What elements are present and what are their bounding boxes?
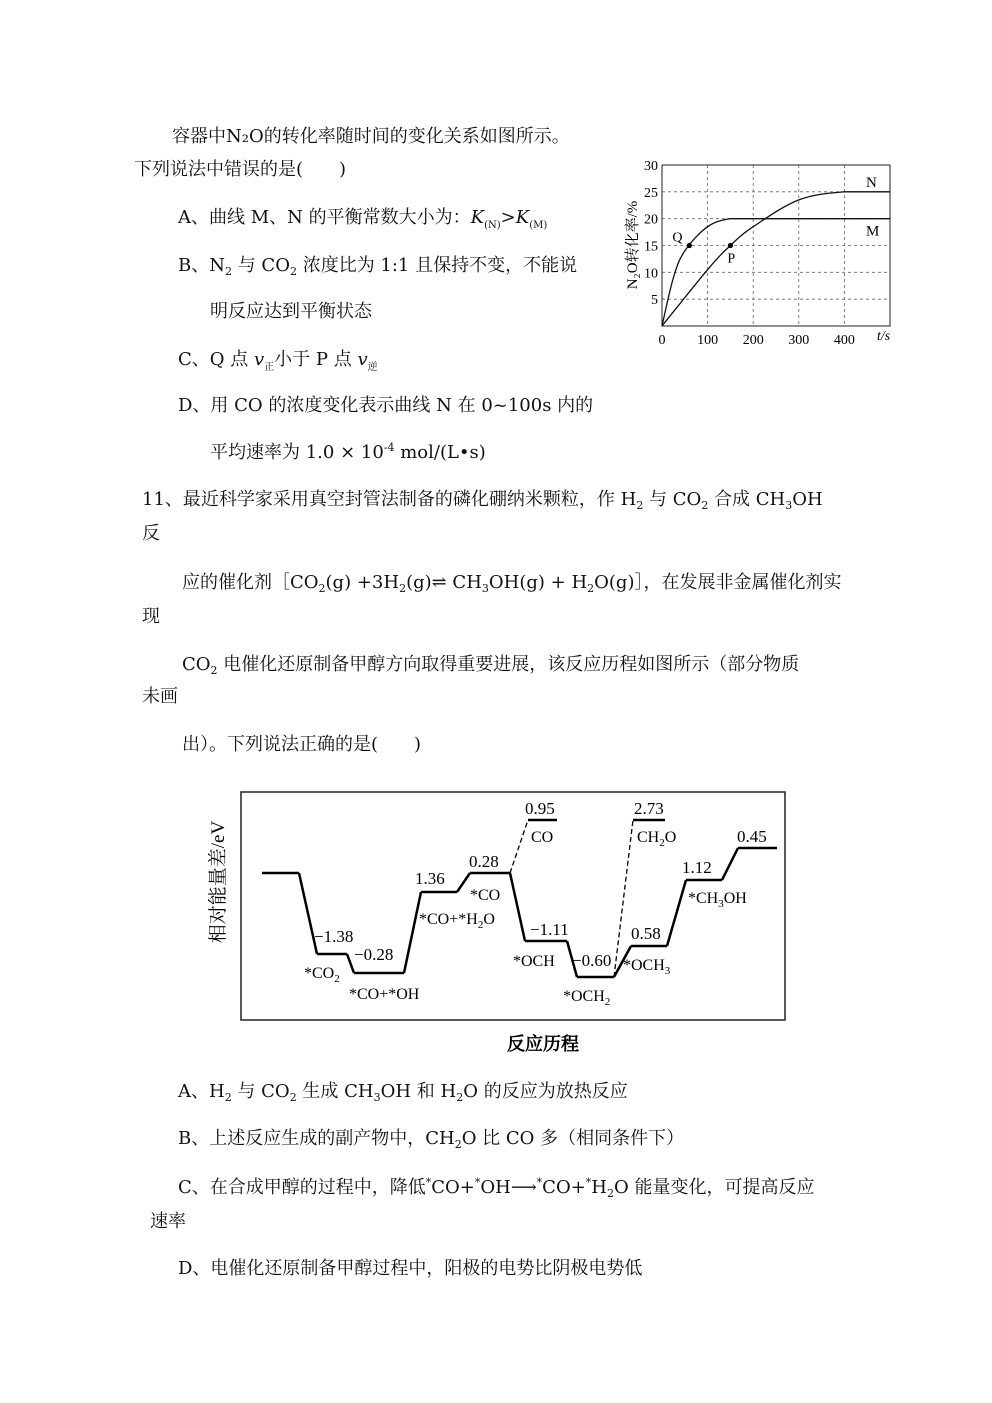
value-co2: −1.38: [314, 927, 354, 946]
x-tick-label: 200: [742, 333, 764, 348]
x-tick-label: 0: [658, 333, 666, 348]
q11-line3-wrap: 未画: [142, 686, 178, 707]
q11-line2: [182, 572, 841, 594]
x-tick-labels: [659, 333, 855, 348]
species-text: *CO: [304, 965, 335, 982]
x-axis-label: t/s: [877, 329, 891, 344]
species-co2: [304, 965, 340, 985]
value-och3: 0.58: [631, 924, 661, 943]
text: 应的催化剂［CO: [182, 572, 319, 593]
superscript: *: [474, 1176, 481, 1189]
text: OH: [792, 489, 823, 510]
species-ch2o-gas: [637, 829, 676, 849]
subscript: 3: [481, 582, 489, 595]
superscript: *: [585, 1176, 592, 1189]
q11-option-c: [178, 1177, 814, 1199]
text: B、上述反应生成的副产物中，CH: [178, 1128, 455, 1149]
q10-option-b-cont: 明反应达到平衡状态: [210, 301, 372, 322]
text: 平均速率为 1.0 × 10: [210, 442, 384, 463]
species-text: *OCH: [563, 988, 605, 1005]
text: OH(g) + H: [488, 572, 588, 593]
species-sub: 2: [659, 837, 665, 849]
text: (g)⇌ CH: [406, 572, 482, 593]
q10-option-c: [178, 349, 378, 371]
dashed-to-co: [510, 820, 528, 873]
value-co-h2o: 1.36: [415, 869, 445, 888]
value-och: −1.11: [530, 920, 569, 939]
species-sub: 3: [718, 898, 724, 910]
q11-question: 出）。下列说法正确的是( ): [182, 734, 422, 755]
y-tick-label: 20: [644, 212, 658, 228]
x-axis-label: 反应历程: [507, 1034, 579, 1054]
q10-option-a: [178, 207, 547, 229]
species-co: *CO: [470, 887, 501, 904]
species-sub: 2: [604, 996, 611, 1008]
k-symbol: K: [470, 207, 485, 228]
species-ch3oh: [688, 890, 747, 910]
subscript: 2: [224, 1091, 232, 1104]
species-co-gas: CO: [531, 829, 554, 846]
text: A、H: [178, 1081, 225, 1102]
subscript: 逆: [367, 362, 378, 373]
value-end: 0.45: [737, 827, 767, 846]
connector: [667, 880, 686, 946]
value-och2: −0.60: [572, 951, 612, 970]
point-label-Q: Q: [672, 230, 683, 246]
k-subscript: (M): [529, 220, 548, 231]
subscript: 2: [607, 1187, 614, 1200]
subscript: 2: [399, 582, 407, 595]
text: CO+: [542, 1177, 586, 1198]
dashed-to-ch2o: [614, 820, 633, 977]
point-P: [728, 243, 733, 248]
text: mol/(L•s): [394, 442, 486, 463]
q11-line1-wrap: 反: [142, 523, 160, 544]
subscript: 3: [785, 499, 793, 512]
subscript: 2: [318, 582, 326, 595]
q11-option-c-cont: 速率: [150, 1211, 186, 1232]
text: 生成 CH: [296, 1081, 374, 1102]
option-a-text: A、曲线 M、N 的平衡常数大小为：: [178, 207, 471, 228]
q11-option-b: [178, 1128, 684, 1150]
y-tick-label: 5: [651, 293, 658, 309]
energy-profile-diagram: [200, 790, 800, 1065]
text: 电催化还原制备甲醇方向取得重要进展，该反应历程如图所示（部分物质: [217, 654, 800, 675]
value-ch2o-gas: 2.73: [634, 799, 664, 818]
text: OH⟶: [480, 1177, 537, 1198]
species-sub: 3: [664, 965, 671, 977]
subscript: 3: [373, 1091, 381, 1104]
species-och3: [623, 957, 671, 977]
subscript: 2: [289, 1091, 297, 1104]
subscript: 2: [456, 1091, 464, 1104]
subscript: 2: [636, 499, 644, 512]
q10-option-b: [178, 255, 577, 277]
q10-intro-line: 容器中N₂O的转化率随时间的变化关系如图所示。: [172, 126, 570, 147]
superscript: *: [425, 1176, 432, 1189]
species-text: *OCH: [623, 957, 665, 974]
y-tick-label: 15: [644, 239, 658, 255]
marked-points: [672, 231, 735, 267]
species-text: O: [483, 911, 495, 928]
connector: [510, 873, 525, 941]
q11-line3: [182, 654, 799, 676]
connector: [457, 873, 470, 892]
text: O 的反应为放热反应: [463, 1081, 628, 1102]
species-och2: [563, 988, 610, 1008]
v-symbol: v: [357, 349, 368, 370]
text: CO+: [431, 1177, 475, 1198]
y-tick-label: 10: [644, 266, 658, 282]
text: O 能量变化，可提高反应: [614, 1177, 815, 1198]
conversion-chart: [615, 150, 910, 350]
subscript: 2: [224, 265, 232, 278]
value-co-gas: 0.95: [525, 799, 555, 818]
species-och: *OCH: [513, 953, 555, 970]
k-symbol: K: [515, 207, 530, 228]
series-line-N: [662, 192, 890, 326]
q11-line2-wrap: 现: [142, 606, 160, 627]
y-tick-labels: [644, 159, 658, 308]
text: O(g)］，在发展非金属催化剂实: [594, 572, 842, 593]
text: 11、最近科学家采用真空封管法制备的磷化硼纳米颗粒，作 H: [142, 489, 637, 510]
text: C、在合成甲醇的过程中，降低: [178, 1177, 426, 1198]
species-co-oh: *CO+*OH: [349, 986, 420, 1003]
species-text: *CH: [688, 890, 719, 907]
x-tick-label: 300: [788, 333, 810, 348]
text: 合成 CH: [708, 489, 786, 510]
text: 与 CO: [231, 255, 290, 276]
point-Q: [687, 243, 692, 248]
text: O 比 CO 多（相同条件下）: [461, 1128, 685, 1149]
x-tick-label: 100: [697, 333, 719, 348]
species-sub: 2: [334, 973, 340, 985]
text: H: [591, 1177, 607, 1198]
connector: [722, 848, 738, 880]
subscript: 正: [264, 362, 275, 373]
species-co-h2o: [419, 911, 495, 931]
y-tick-label: 30: [644, 159, 658, 174]
text: 浓度比为 1:1 且保持不变，不能说: [296, 255, 578, 276]
v-symbol: v: [253, 349, 265, 370]
value-co-oh: −0.28: [354, 945, 394, 964]
y-axis-label: 相对能量差/eV: [208, 820, 229, 944]
q10-question: 下列说法中错误的是( ): [134, 159, 347, 180]
subscript: 2: [701, 499, 709, 512]
text: B、N: [178, 255, 225, 276]
q11-option-d: D、电催化还原制备甲醇过程中，阳极的电势比阴极电势低: [178, 1258, 643, 1279]
text: OH 和 H: [380, 1081, 457, 1102]
species-sub: 2: [477, 919, 484, 931]
y-axis-label: N₂O转化率/%: [625, 200, 641, 290]
k-subscript: (N): [484, 220, 501, 231]
text: 与 CO: [643, 489, 702, 510]
species-text: CH: [637, 829, 660, 846]
subscript: 2: [210, 664, 218, 677]
text: 与 CO: [231, 1081, 290, 1102]
connector: [404, 892, 421, 973]
y-tick-label: 25: [644, 185, 658, 201]
subscript: 2: [289, 265, 297, 278]
connector: [347, 954, 354, 973]
series-lines: [662, 175, 890, 326]
species-text: O: [664, 829, 677, 846]
species-text: *CO+*H: [419, 911, 478, 928]
subscript: 2: [587, 582, 595, 595]
value-ch3oh: 1.12: [682, 858, 712, 877]
grid: [662, 165, 890, 326]
x-tick-label: 400: [833, 333, 855, 348]
q10-option-d: D、用 CO 的浓度变化表示曲线 N 在 0~100s 内的: [178, 395, 594, 416]
text: CO: [182, 654, 211, 675]
value-co: 0.28: [469, 852, 499, 871]
text: (g) +3H: [325, 572, 400, 593]
subscript: 2: [454, 1138, 462, 1151]
superscript: -4: [383, 441, 395, 454]
superscript: *: [536, 1176, 543, 1189]
species-text: OH: [723, 890, 747, 907]
q11-line1: [142, 489, 823, 511]
q11-option-a: [178, 1081, 628, 1103]
q10-option-d-cont: [210, 442, 486, 464]
text: C、Q 点: [178, 349, 254, 370]
text: 小于 P 点: [274, 349, 358, 370]
point-label-P: P: [727, 251, 736, 267]
series-label-N: N: [866, 174, 877, 191]
gt-sign: >: [500, 207, 516, 228]
series-label-M: M: [866, 223, 880, 240]
